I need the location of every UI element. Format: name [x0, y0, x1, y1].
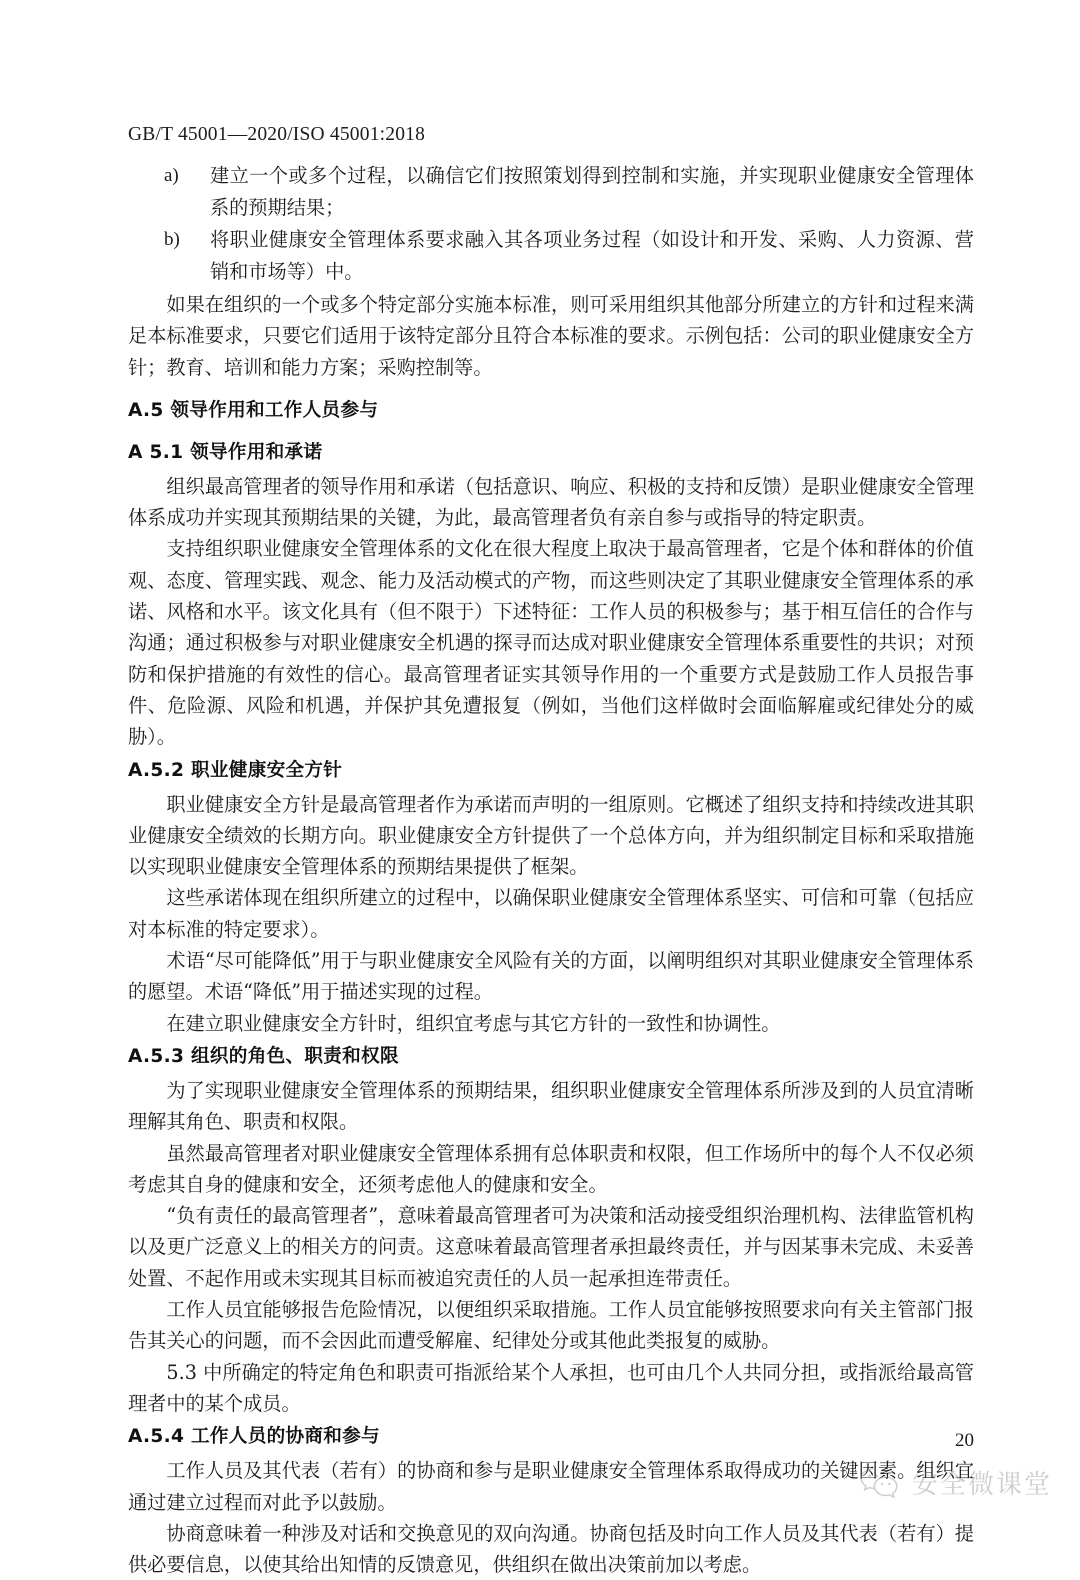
paragraph: 工作人员宜能够报告危险情况，以便组织采取措施。工作人员宜能够按照要求向有关主管部门报告其关心的问题，而不会因此而遭受解雇、纪律处分或其他此类报复的威胁。: [128, 1298, 974, 1353]
paragraph: 虽然最高管理者对职业健康安全管理体系拥有总体职责和权限，但工作场所中的每个人不仅必须考虑其自身的健康和安全，还须考虑他人的健康和安全。: [128, 1141, 974, 1196]
paragraph: 5.3 中所确定的特定角色和职责可指派给某个人承担，也可由几个人共同分担，或指派给最高管理者中的某个成员。: [128, 1360, 974, 1415]
section-heading-a51: A 5.1 领导作用和承诺: [128, 441, 323, 463]
page-number: 20: [955, 1430, 974, 1451]
section-heading-a53: A.5.3 组织的角色、职责和权限: [128, 1045, 399, 1067]
paragraph: 职业健康安全方针是最高管理者作为承诺而声明的一组原则。它概述了组织支持和持续改进其职业健康安全绩效的长期方向。职业健康安全方针提供了一个总体方向，并为组织制定目标和采取措施以实现职业健康安全管理体系的预期结果提供了框架。: [128, 792, 974, 879]
intro-paragraph: 如果在组织的一个或多个特定部分实施本标准，则可采用组织其他部分所建立的方针和过程来满足本标准要求，只要它们适用于该特定部分且符合本标准的要求。示例包括：公司的职业健康安全方针；教育、培训和能力方案；采购控制等。: [128, 293, 974, 379]
paragraph: 工作人员及其代表（若有）的协商和参与是职业健康安全管理体系取得成功的关键因素。组织宜通过建立过程而对此予以鼓励。: [128, 1459, 974, 1514]
paragraph: 组织最高管理者的领导作用和承诺（包括意识、响应、积极的支持和反馈）是职业健康安全管理体系成功并实现其预期结果的关键，为此，最高管理者负有亲自参与或指导的特定职责。: [128, 474, 974, 530]
list-item-text: 建立一个或多个过程，以确信它们按照策划得到控制和实施，并实现职业健康安全管理体系的预期结果；: [210, 164, 974, 219]
paragraph: 术语“尽可能降低”用于与职业健康安全风险有关的方面，以阐明组织对其职业健康安全管理体系的愿望。术语“降低”用于描述实现的过程。: [128, 949, 974, 1004]
watermark: [858, 1464, 1052, 1501]
page-content: [128, 124, 974, 1580]
running-head: GB/T 45001—2020/ISO 45001:2018: [128, 124, 426, 145]
watermark-label: 安全微课堂: [911, 1470, 1052, 1500]
list-item: [128, 160, 974, 223]
list-item: [128, 224, 974, 287]
section-heading-a54: A.5.4 工作人员的协商和参与: [128, 1426, 380, 1448]
paragraph: 在建立职业健康安全方针时，组织宜考虑与其它方针的一致性和协调性。: [166, 1011, 781, 1035]
list-item-marker: a): [164, 165, 179, 186]
wechat-icon: [858, 1465, 902, 1501]
paragraph: 协商意味着一种涉及对话和交换意见的双向沟通。协商包括及时向工作人员及其代表（若有）提供必要信息，以使其给出知情的反馈意见，供组织在做出决策前加以考虑。: [128, 1521, 974, 1577]
lettered-list: [128, 160, 974, 287]
paragraph: 为了实现职业健康安全管理体系的预期结果，组织职业健康安全管理体系所涉及到的人员宜清晰理解其角色、职责和权限。: [128, 1078, 974, 1134]
section-heading-a52: A.5.2 职业健康安全方针: [128, 759, 343, 781]
list-item-text: 将职业健康安全管理体系要求融入其各项业务过程（如设计和开发、采购、人力资源、营销和市场等）中。: [210, 228, 974, 283]
paragraph: 支持组织职业健康安全管理体系的文化在很大程度上取决于最高管理者，它是个体和群体的价值观、态度、管理实践、观念、能力及活动模式的产物，而这些则决定了其职业健康安全管理体系的承诺、风格和水平。该文化具有（但不限于）下述特征：工作人员的积极参与；基于相互信任的合作与沟通；通过积极参与对职业健康安全机遇的探寻而达成对职业健康安全管理体系重要性的共识；对预防和保护措施的有效性的信心。最高管理者证实其领导作用的一个重要方式是鼓励工作人员报告事件、危险源、风险和机遇，并保护其免遭报复（例如，当他们这样做时会面临解雇或纪律处分的威胁）。: [128, 537, 974, 749]
section-heading-a5: A.5 领导作用和工作人员参与: [128, 399, 379, 421]
list-item-marker: b): [164, 229, 180, 250]
paragraph: “负有责任的最高管理者”，意味着最高管理者可为决策和活动接受组织治理机构、法律监管机构以及更广泛意义上的相关方的问责。这意味着最高管理者承担最终责任，并与因某事未完成、未妥善处置、不起作用或未实现其目标而被追究责任的人员一起承担连带责任。: [128, 1204, 974, 1290]
paragraph: 这些承诺体现在组织所建立的过程中，以确保职业健康安全管理体系坚实、可信和可靠（包括应对本标准的特定要求）。: [128, 886, 974, 941]
